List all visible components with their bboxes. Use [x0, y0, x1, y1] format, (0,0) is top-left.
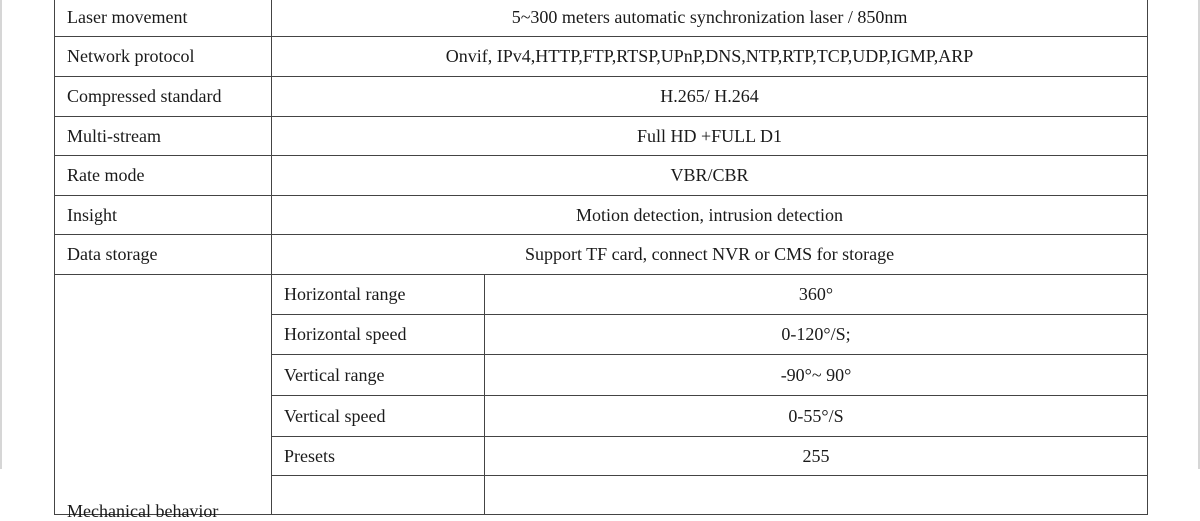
table-row	[55, 155, 1148, 195]
table-row	[55, 116, 1148, 155]
row-value: 5~300 meters automatic synchronization laser / 850nm	[272, 0, 1148, 36]
sub-row-value-empty	[485, 475, 1148, 514]
row-label: Rate mode	[55, 155, 272, 195]
table-row	[55, 234, 1148, 274]
page-left-edge	[0, 0, 2, 469]
sub-row-label: Vertical speed	[272, 395, 485, 436]
row-value: Full HD +FULL D1	[272, 116, 1148, 155]
sub-row-label: Horizontal speed	[272, 314, 485, 354]
table-row	[55, 0, 1148, 36]
sub-row-value: 360°	[485, 274, 1148, 314]
sub-row-label-empty	[272, 475, 485, 514]
row-value: Support TF card, connect NVR or CMS for storage	[272, 234, 1148, 274]
sub-row-label: Presets	[272, 436, 485, 475]
row-value: VBR/CBR	[272, 155, 1148, 195]
table-row	[55, 76, 1148, 116]
row-label: Laser movement	[55, 0, 272, 36]
sub-row-label: Horizontal range	[272, 274, 485, 314]
mechanical-behavior-label	[55, 274, 272, 521]
sub-row-value: 0-120°/S;	[485, 314, 1148, 354]
table-row	[55, 274, 1148, 314]
row-label: Multi-stream	[55, 116, 272, 155]
row-label: Insight	[55, 195, 272, 234]
group-label-text: Mechanical behavior	[67, 500, 219, 521]
row-label: Network protocol	[55, 36, 272, 76]
row-label: Compressed standard	[55, 76, 272, 116]
row-value: H.265/ H.264	[272, 76, 1148, 116]
row-label: Data storage	[55, 234, 272, 274]
table-row	[55, 195, 1148, 234]
specification-table	[54, 0, 1148, 521]
table-row	[55, 36, 1148, 76]
sub-row-value: 255	[485, 436, 1148, 475]
sub-row-label: Vertical range	[272, 354, 485, 395]
row-value: Motion detection, intrusion detection	[272, 195, 1148, 234]
sub-row-value: 0-55°/S	[485, 395, 1148, 436]
row-value: Onvif, IPv4,HTTP,FTP,RTSP,UPnP,DNS,NTP,RTP,TCP,UDP,IGMP,ARP	[272, 36, 1148, 76]
sub-row-value: -90°~ 90°	[485, 354, 1148, 395]
